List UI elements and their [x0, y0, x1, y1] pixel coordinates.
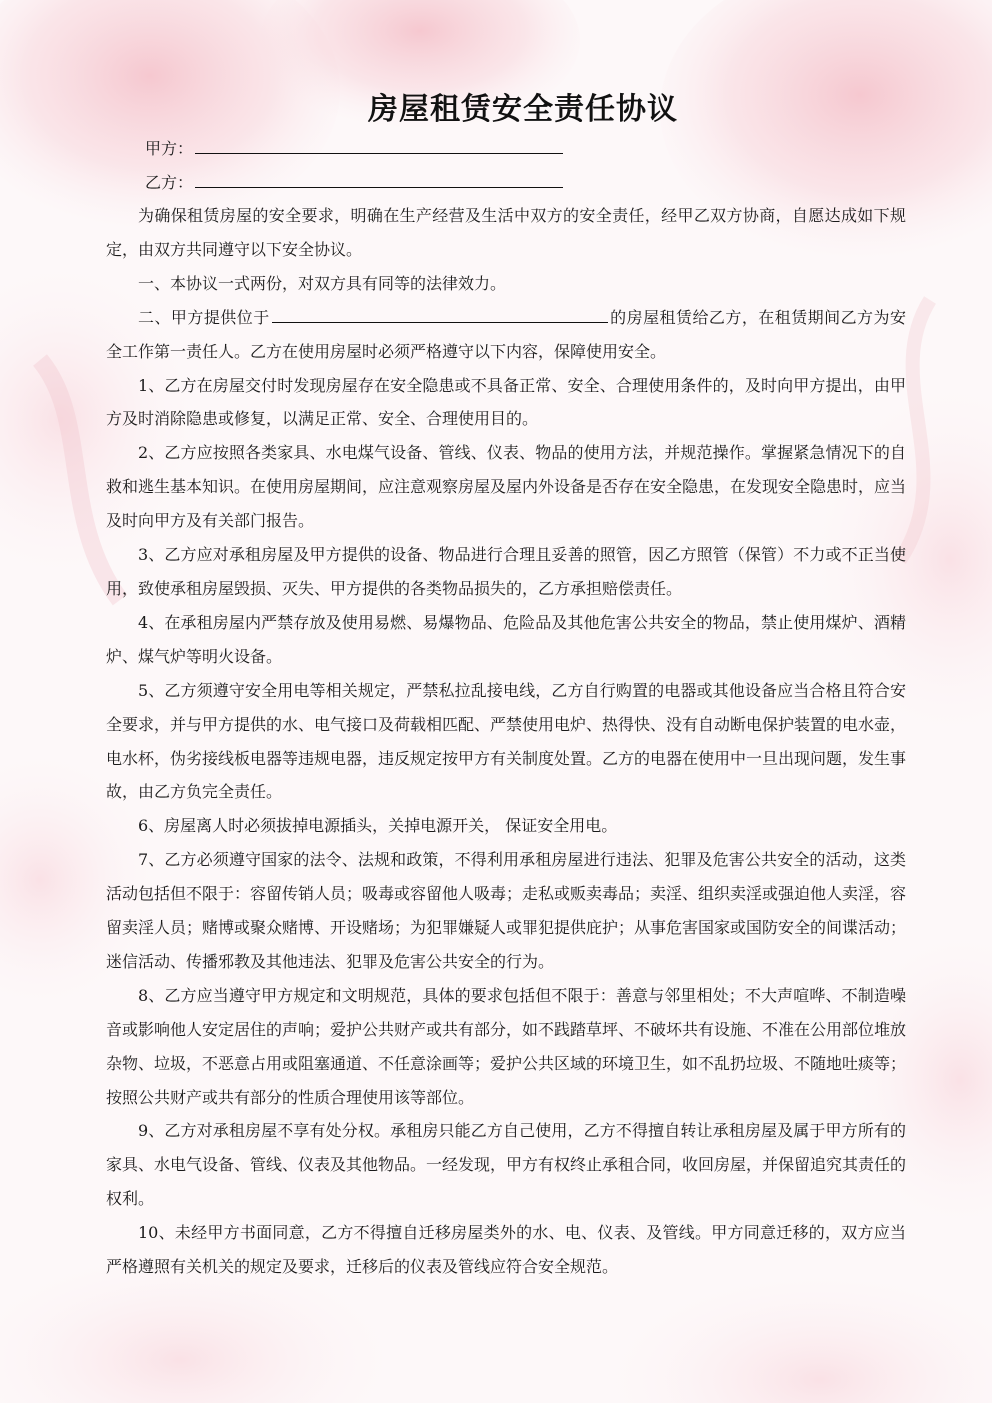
party-a-blank[interactable]: [195, 137, 563, 154]
clause-2: [106, 301, 906, 369]
agreement-body: [106, 199, 906, 1284]
item-6: 6、房屋离人时必须拔掉电源插头，关掉电源开关， 保证安全用电。: [138, 816, 618, 836]
item-9: 9、乙方对承租房屋不享有处分权。承租房只能乙方自己使用，乙方不得擅自转让承租房屋及属于甲方所有的家具、水电气设备、管线、仪表及其他物品。一经发现，甲方有权终止承租合同，收回房屋，并保留追究其责任的权利。: [106, 1121, 907, 1209]
item-1: 1、乙方在房屋交付时发现房屋存在安全隐患或不具备正常、安全、合理使用条件的，及时向甲方提出，由甲方及时消除隐患或修复，以满足正常、安全、合理使用目的。: [106, 375, 906, 429]
item-3: 3、乙方应对承租房屋及甲方提供的设备、物品进行合理且妥善的照管，因乙方照管（保管）不力或不正当使用，致使承租房屋毁损、灭失、甲方提供的各类物品损失的，乙方承担赔偿责任。: [106, 545, 906, 598]
intro-paragraph: 为确保租赁房屋的安全要求，明确在生产经营及生活中双方的安全责任，经甲乙双方协商，自愿达成如下规定，由双方共同遵守以下安全协议。: [106, 206, 906, 259]
clause-2-suffix: 的房屋租赁给乙方，在租赁期间乙方为安全工作第一责任人。乙方在使用房屋时必须严格遵守以下内容，保障使用安全。: [106, 307, 906, 361]
item-8: 8、乙方应当遵守甲方规定和文明规范，具体的要求包括但不限于：善意与邻里相处；不大声喧哗、不制造噪音或影响他人安定居住的声响；爱护公共财产或共有部分，如不践踏草坪、不破坏共有设施、不准在公用部位堆放杂物、垃圾，不恶意占用或阻塞通道、不任意涂画等；爱护公共区域的环境卫生，如不乱扔垃圾、不随地吐痰等；按照公共财产或共有部分的性质合理使用该等部位。: [106, 985, 907, 1107]
party-b-label: 乙方：: [145, 173, 194, 192]
party-a-field: [145, 137, 563, 160]
item-10: 10、未经甲方书面同意，乙方不得擅自迁移房屋类外的水、电、仪表、及管线。甲方同意迁移的，双方应当严格遵照有关机关的规定及要求，迁移后的仪表及管线应符合安全规范。: [106, 1223, 906, 1277]
property-address-blank[interactable]: [272, 306, 608, 323]
party-b-blank[interactable]: [195, 171, 563, 188]
clause-1: 一、本协议一式两份，对双方具有同等的法律效力。: [138, 273, 507, 293]
party-b-field: [145, 171, 563, 194]
clause-2-prefix: 二、甲方提供位于: [138, 307, 270, 327]
item-4: 4、在承租房屋内严禁存放及使用易燃、易爆物品、危险品及其他危害公共安全的物品，禁止使用煤炉、酒精炉、煤气炉等明火设备。: [106, 612, 906, 666]
item-5: 5、乙方须遵守安全用电等相关规定，严禁私拉乱接电线，乙方自行购置的电器或其他设备应当合格且符合安全要求，并与甲方提供的水、电气接口及荷载相匹配、严禁使用电炉、热得快、没有自动断电保护装置的电水壶，电水杯，伪劣接线板电器等违规电器，违反规定按甲方有关制度处置。乙方的电器在使用中一旦出现问题，发生事故，由乙方负完全责任。: [106, 680, 907, 802]
item-7: 7、乙方必须遵守国家的法令、法规和政策，不得利用承租房屋进行违法、犯罪及危害公共安全的活动，这类活动包括但不限于：容留传销人员；吸毒或容留他人吸毒；走私或贩卖毒品；卖淫、组织卖淫或强迫他人卖淫，容留卖淫人员；赌博或聚众赌博、开设赌场；为犯罪嫌疑人或罪犯提供庇护；从事危害国家或国防安全的间谍活动；迷信活动、传播邪教及其他违法、犯罪及危害公共安全的行为。: [106, 850, 907, 971]
document-title: 房屋租赁安全责任协议: [368, 92, 678, 127]
party-a-label: 甲方：: [145, 139, 194, 158]
item-2: 2、乙方应按照各类家具、水电煤气设备、管线、仪表、物品的使用方法，并规范操作。掌握紧急情况下的自救和逃生基本知识。在使用房屋期间，应注意观察房屋及屋内外设备是否存在安全隐患，在发现安全隐患时，应当及时向甲方及有关部门报告。: [106, 443, 907, 531]
